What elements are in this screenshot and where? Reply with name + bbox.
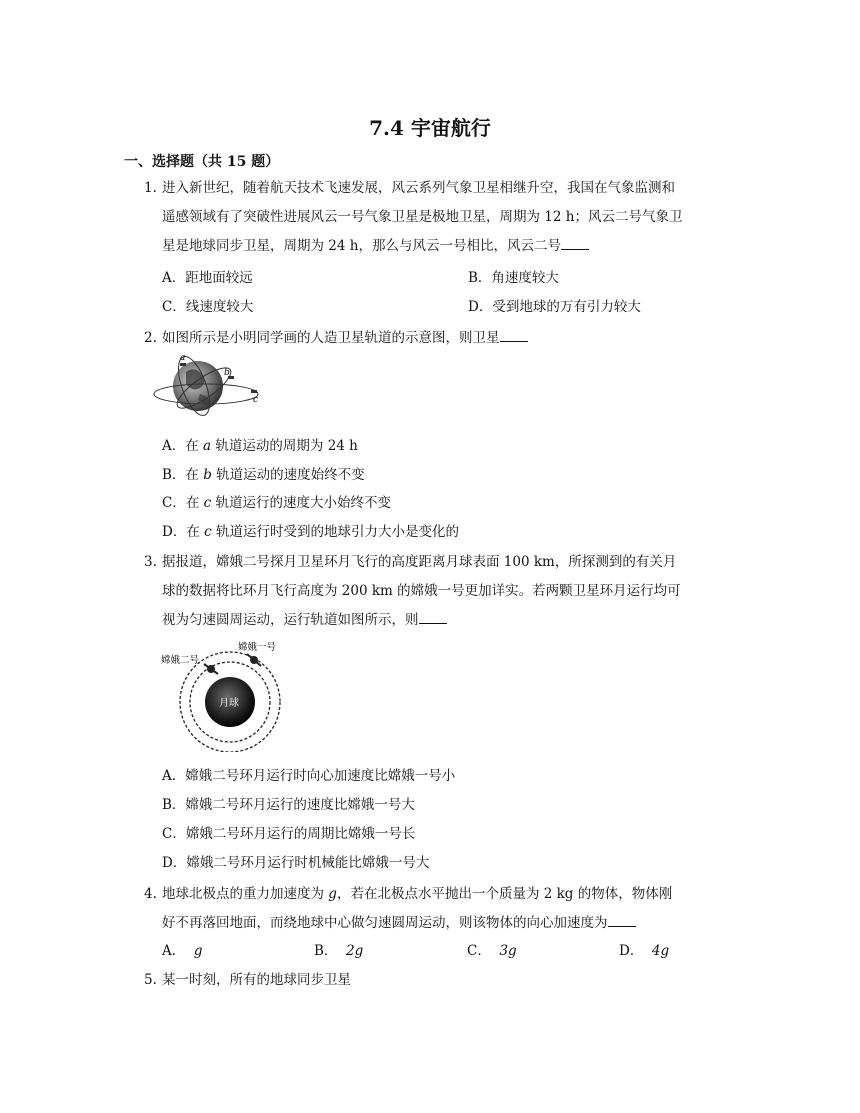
orbit-label-c: c: [253, 395, 259, 405]
option-c: C．在 c 轨道运行的速度大小始终不变: [162, 495, 391, 511]
section-heading: 一、选择题（共 15 题）: [124, 154, 280, 170]
question-4: 4. 地球北极点的重力加速度为 g，若在北极点水平抛出一个质量为 2 kg 的物体，物体刚 好不再落回地面，而绕地球中心做匀速圆周运动，则该物体的向心加速度为: [144, 880, 744, 938]
question-3: [144, 548, 744, 635]
orbit-label-b: b: [224, 368, 230, 378]
answer-blank: [500, 329, 528, 342]
option-d: D． 4g: [619, 943, 670, 959]
option-c: C．线速度较大: [162, 299, 254, 315]
option-d: D．在 c 轨道运行时受到的地球引力大小是变化的: [162, 524, 459, 540]
option-b: B．在 b 轨道运动的速度始终不变: [162, 467, 365, 483]
question-text-line: 视为匀速圆周运动，运行轨道如图所示，则: [162, 612, 419, 628]
answer-blank: [608, 914, 636, 927]
question-text-line: 好不再落回地面，而绕地球中心做匀速圆周运动，则该物体的向心加速度为: [162, 915, 608, 931]
question-text-line: 球的数据将比环月飞行高度为 200 km 的嫦娥一号更加详实。若两颗卫星环月运行均可: [162, 583, 681, 599]
option-b: B． 2g: [314, 943, 364, 959]
answer-blank: [561, 237, 589, 250]
option-c: C． 3g: [467, 943, 517, 959]
satellite-orbit-figure: [150, 350, 265, 420]
question-2: [144, 324, 744, 353]
question-number: 1.: [144, 180, 157, 196]
option-d: D．嫦娥二号环月运行时机械能比嫦娥一号大: [162, 855, 430, 871]
answer-blank: [419, 611, 447, 624]
question-text-line: 如图所示是小明同学画的人造卫星轨道的示意图，则卫星: [162, 330, 500, 346]
satellite-icon: [247, 654, 261, 666]
chang-e-2-label: 嫦娥二号: [161, 655, 200, 666]
option-c: C．嫦娥二号环月运行的周期比嫦娥一号长: [162, 826, 416, 842]
orbit-label-a: a: [180, 353, 186, 363]
question-text-line: 据报道，嫦娥二号探月卫星环月飞行的高度距离月球表面 100 km，所探测到的有关月: [162, 554, 677, 570]
question-number: 3.: [144, 554, 157, 570]
option-d: D．受到地球的万有引力较大: [468, 299, 641, 315]
satellite-icon: [204, 664, 218, 674]
question-5: [144, 966, 744, 995]
option-a: A．在 a 轨道运动的周期为 24 h: [162, 438, 358, 454]
page-title: 7.4 宇宙航行: [369, 116, 491, 140]
chang-e-1-label: 嫦娥一号: [238, 642, 277, 653]
question-text-line: 某一时刻，所有的地球同步卫星: [162, 972, 351, 988]
moon-orbit-figure: [160, 640, 295, 752]
question-text-line: 进入新世纪，随着航天技术飞速发展，风云系列气象卫星相继升空，我国在气象监测和: [162, 180, 675, 196]
question-text-line: 遥感领域有了突破性进展风云一号气象卫星是极地卫星，周期为 12 h；风云二号气象卫: [162, 209, 683, 225]
question-1: [144, 174, 744, 261]
option-b: B．嫦娥二号环月运行的速度比嫦娥一号大: [162, 797, 415, 813]
satellite-icon: [251, 390, 257, 393]
option-a: A． g: [162, 943, 203, 959]
moon-label: 月球: [219, 698, 239, 709]
option-b: B．角速度较大: [468, 270, 559, 286]
question-number: 5.: [144, 972, 157, 988]
question-text-line: 星是地球同步卫星，周期为 24 h，那么与风云一号相比，风云二号: [162, 238, 561, 254]
question-number: 2.: [144, 330, 157, 346]
question-number: 4.: [144, 886, 157, 902]
option-a: A．距地面较远: [162, 270, 253, 286]
option-a: A．嫦娥二号环月运行时向心加速度比嫦娥一号小: [162, 768, 456, 784]
satellite-icon: [180, 363, 186, 366]
